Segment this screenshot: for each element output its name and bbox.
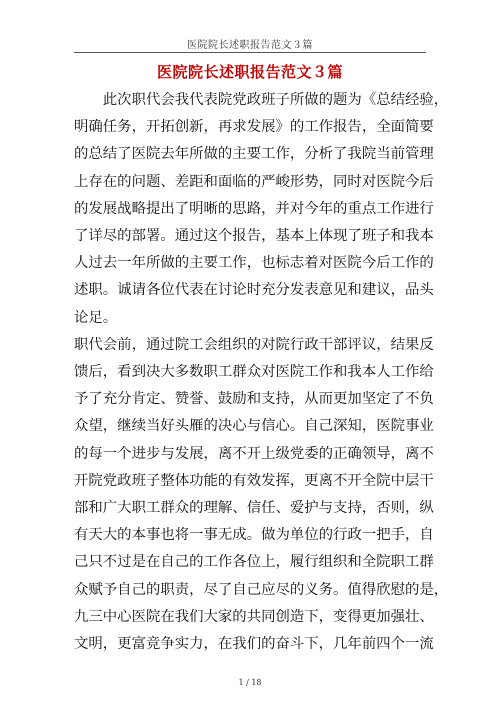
text-line: 的总结了医院去年所做的主要工作，分析了我院当前管理 — [74, 146, 434, 163]
text-line: 文明，更富竞争实力，在我们的奋斗下，几年前四个一流 — [74, 636, 434, 653]
text-line: 述职。诚请各位代表在讨论时充分发表意见和建议，品头 — [74, 282, 434, 299]
text-line: 人过去一年所做的主要工作，也标志着对医院今后工作的 — [74, 255, 434, 272]
text-line: 予了充分肯定、赞誉、鼓励和支持，从而更加坚定了不负 — [74, 391, 434, 408]
text-line: 此次职代会我代表院党政班子所做的题为《总结经验， — [74, 92, 449, 108]
paragraph-intro — [74, 87, 449, 332]
header-divider — [74, 52, 426, 53]
document-body — [74, 87, 449, 658]
text-line: 了详尽的部署。通过这个报告，基本上体现了班子和我本 — [74, 228, 434, 245]
text-line: 上存在的问题、差距和面临的严峻形势，同时对医院今后 — [74, 173, 434, 190]
text-line: 职代会前，通过院工会组织的对院行政干部评议，结果反 — [74, 336, 434, 353]
document-title: 医院院长述职报告范文３篇 — [156, 63, 343, 81]
running-header: 医院院长述职报告范文３篇 — [187, 40, 313, 51]
text-line: 的每一个进步与发展，离不开上级党委的正确领导，离不 — [74, 445, 434, 462]
text-line: 论足。 — [74, 309, 118, 326]
text-line: 众望，继续当好头雁的决心与信心。自己深知，医院事业 — [74, 418, 434, 435]
page-number: 1 / 18 — [238, 678, 262, 687]
text-line: 众赋予自己的职责，尽了自己应尽的义务。值得欣慰的是， — [74, 581, 449, 598]
text-line: 九三中心医院在我们大家的共同创造下，变得更加强壮、 — [74, 608, 434, 625]
text-line: 明确任务，开拓创新，再求发展》的工作报告，全面简要 — [74, 119, 434, 136]
text-line: 己只不过是在自己的工作各位上，履行组织和全院职工群 — [74, 554, 434, 571]
text-line: 部和广大职工群众的理解、信任、爱护与支持，否则，纵 — [74, 500, 434, 517]
paragraph-body — [74, 332, 449, 658]
text-line: 开院党政班子整体功能的有效发挥，更离不开全院中层干 — [74, 472, 434, 489]
text-line: 馈后，看到决大多数职工群众对医院工作和我本人工作给 — [74, 364, 434, 381]
text-line: 的发展战略提出了明晰的思路，并对今年的重点工作进行 — [74, 200, 434, 217]
text-line: 有天大的本事也将一事无成。做为单位的行政一把手，自 — [74, 527, 434, 544]
